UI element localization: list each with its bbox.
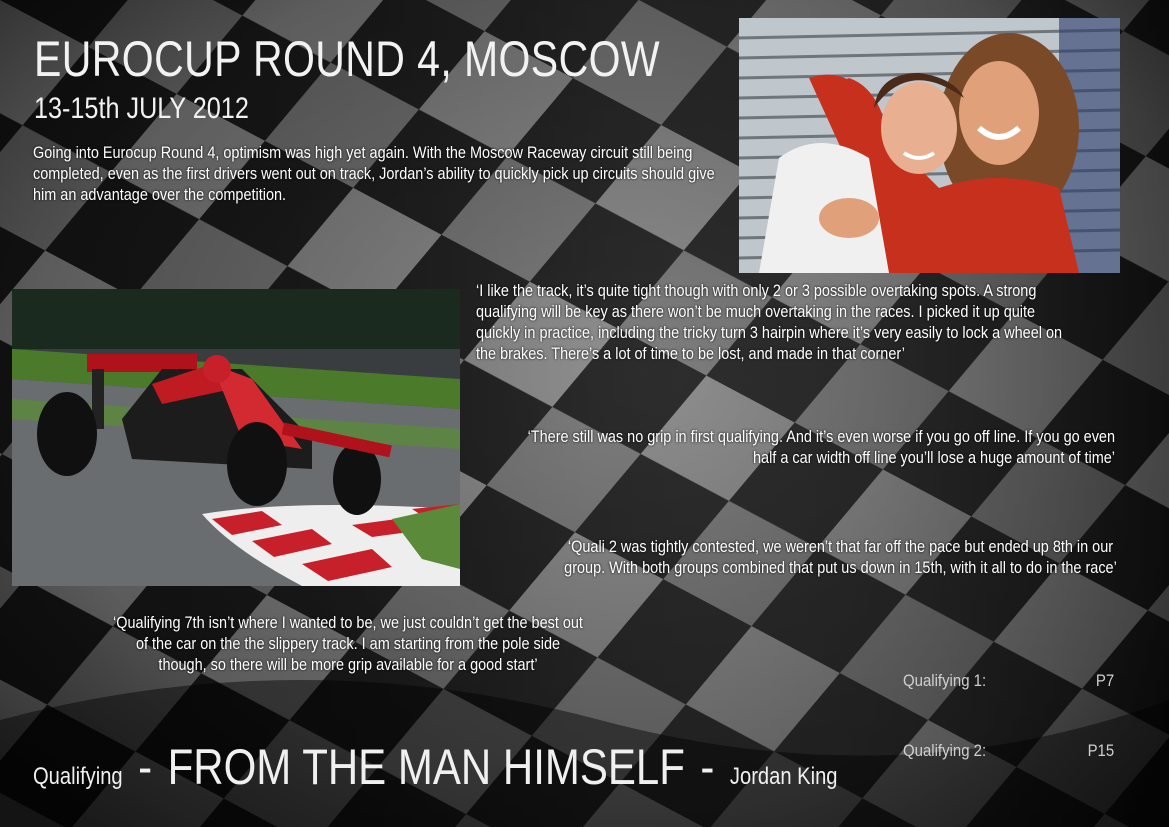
result-row-qualifying-1 <box>903 671 1114 693</box>
race-car-photo <box>12 289 460 586</box>
event-date: 13-15th JULY 2012 <box>34 92 249 125</box>
footer-dash-right: - <box>700 739 715 795</box>
footer-headline <box>33 738 837 796</box>
result-value: P15 <box>1087 741 1115 760</box>
quote-qualifying-1: ‘There still was no grip in first qualifying. And it’s even worse if you go off line. If you go even half a car width off line you’ll lose a huge amount of time’ <box>527 427 1115 467</box>
intro-paragraph: Going into Eurocup Round 4, optimism was high yet again. With the Moscow Raceway circuit still being completed, even as the first drivers went out on track, Jordan’s ability to quickly pick up circuits should give him an advantage over the competition. <box>33 143 715 204</box>
page-title: EUROCUP ROUND 4, MOSCOW <box>34 31 660 87</box>
footer-headline-text: FROM THE MAN HIMSELF <box>167 739 685 795</box>
footer-dash-left: - <box>138 739 153 795</box>
result-row-qualifying-2 <box>903 741 1114 763</box>
footer-left-label: Qualifying <box>33 763 123 790</box>
quote-track: ‘I like the track, it’s quite tight though with only 2 or 3 possible overtaking spots. A strong qualifying will be key as there won’t be much overtaking in the races. I picked it up quite quickly in practice, including the tricky turn 3 hairpin where it’s very easily to lock a wheel on the brakes. There’s a lot of time to be lost, and made in that corner’ <box>476 281 1063 363</box>
result-label: Qualifying 2: <box>903 741 987 760</box>
footer-right-label: Jordan King <box>729 763 838 790</box>
quote-starting-position: ‘Qualifying 7th isn’t where I wanted to be, we just couldn’t get the best out of the car on the the slippery track. I am starting from the pole side though, so there will be more grip available for a good start’ <box>113 613 583 674</box>
result-value: P7 <box>1095 671 1115 690</box>
quote-qualifying-2: ‘Quali 2 was tightly contested, we weren’t that far off the pace but ended up 8th in our group. With both groups combined that put us down in 15th, with it all to do in the race’ <box>564 537 1117 577</box>
result-label: Qualifying 1: <box>903 671 987 690</box>
team-photo <box>739 18 1120 273</box>
